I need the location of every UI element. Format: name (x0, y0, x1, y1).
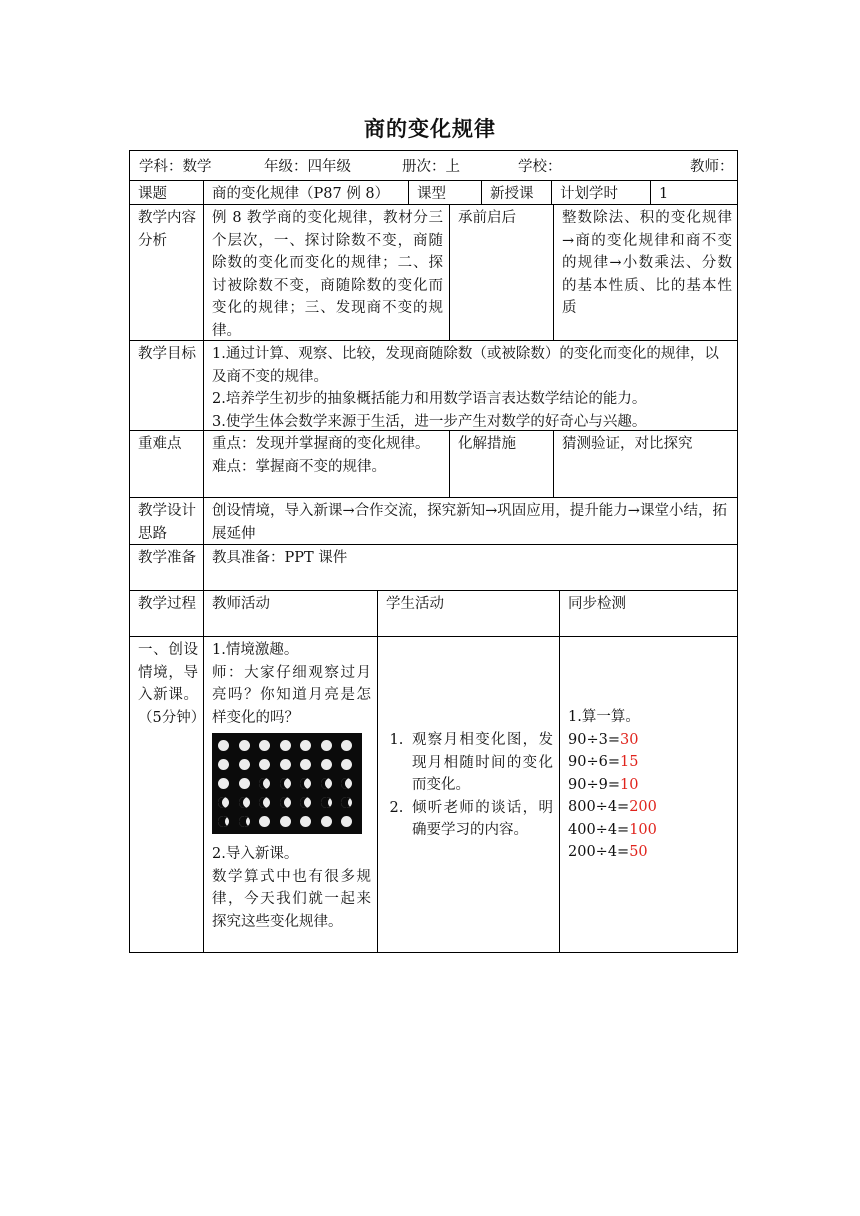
moon-phase-icon (218, 778, 229, 789)
moon-phase-icon (280, 816, 291, 827)
moon-phase-icon (341, 816, 352, 827)
moon-phase-icon (300, 797, 311, 808)
moon-phase-icon (280, 740, 291, 751)
student-activity-item: 2. 倾听老师的谈话，明确要学习的内容。 (408, 797, 553, 842)
lesson-type-value: 新授课 (490, 186, 534, 202)
goal-item: 1.通过计算、观察、比较，发现商随除数（或被除数）的变化而变化的规律，以及商不变的规律。 (212, 346, 719, 385)
sync-check (560, 703, 738, 866)
moon-phase-icon (341, 759, 352, 770)
key-difficulty (204, 430, 449, 480)
student-activity-header: 学生活动 (386, 596, 444, 612)
planned-hours-label: 计划学时 (560, 186, 618, 202)
content-analysis-text: 例 8 教学商的变化规律，教材分三个层次，一、探讨除数不变，商随除数的变化而变化的规律；二、探讨被除数不变，商随除数的变化而变化的规律；三、发现商不变的规律。 (212, 210, 443, 339)
check-expression: 200÷4= (568, 844, 630, 860)
check-item (568, 751, 732, 774)
check-item (568, 819, 732, 842)
check-item (568, 729, 732, 752)
topic-value: 商的变化规律（P87 例 8） (212, 186, 390, 202)
moon-phase-icon (321, 778, 332, 789)
step-text: 师：大家仔细观察过月亮吗？你知道月亮是怎样变化的吗？ (212, 664, 371, 726)
moon-phase-image (212, 733, 362, 834)
key-point: 重点：发现并掌握商的变化规律。 (212, 436, 430, 452)
goal-item: 2.培养学生初步的抽象概括能力和用数学语言表达数学结论的能力。 (212, 391, 647, 407)
topic-label: 课题 (138, 186, 167, 202)
moon-phase-icon (239, 759, 250, 770)
moon-phase-icon (300, 816, 311, 827)
check-answer: 200 (629, 799, 657, 815)
prep-label: 教学准备 (138, 550, 196, 566)
student-activity (378, 726, 559, 844)
check-item (568, 796, 732, 819)
moon-phase-icon (259, 778, 270, 789)
check-answer: 15 (619, 754, 639, 770)
check-answer: 100 (629, 821, 657, 838)
moon-phase-icon (300, 759, 311, 770)
document-title: 商的变化规律 (364, 117, 496, 141)
moon-phase-icon (259, 759, 270, 770)
moon-phase-icon (321, 797, 332, 808)
teaching-goals (204, 340, 738, 435)
teacher-activity-header: 教师活动 (212, 596, 270, 612)
teacher-activity (204, 636, 377, 731)
header-teacher: 教师： (690, 159, 734, 175)
header-subject: 学科：数学 (139, 159, 212, 175)
measures-label: 化解措施 (458, 436, 516, 452)
planned-hours-value: 1 (659, 186, 669, 202)
lesson-type-label: 课型 (417, 186, 446, 202)
difficulty: 难点：掌握商不变的规律。 (212, 458, 386, 475)
check-expression: 400÷4= (568, 821, 630, 838)
check-item (568, 841, 732, 864)
header-volume: 册次：上 (402, 159, 460, 175)
teaching-goals-label: 教学目标 (138, 346, 196, 362)
moon-phase-icon (239, 797, 250, 808)
moon-phase-icon (259, 816, 270, 827)
header-school: 学校： (518, 159, 562, 175)
check-title: 1.算一算。 (568, 709, 640, 725)
stage-label: 一、创设情境，导入新课。（5分钟） (138, 642, 206, 726)
check-expression: 90÷9= (568, 776, 620, 793)
moon-phase-icon (218, 759, 229, 770)
moon-phase-icon (300, 740, 311, 751)
moon-phase-icon (259, 797, 270, 808)
moon-phase-icon (239, 778, 250, 789)
link-label: 承前启后 (458, 210, 516, 226)
check-answer: 30 (619, 731, 639, 748)
design-value: 创设情境，导入新课→合作交流，探究新知→巩固应用，提升能力→课堂小结，拓展延伸 (212, 503, 727, 542)
check-expression: 90÷3= (568, 731, 620, 748)
check-item (568, 774, 732, 797)
header-grade: 年级：四年级 (264, 159, 351, 175)
content-analysis-label: 教学内容分析 (138, 210, 196, 249)
moon-phase-icon (239, 740, 250, 751)
moon-phase-icon (218, 797, 229, 808)
moon-phase-icon (341, 778, 352, 789)
moon-phase-icon (218, 740, 229, 751)
check-answer: 10 (619, 776, 639, 793)
measures-value: 猜测验证，对比探究 (562, 436, 693, 452)
moon-phase-icon (259, 740, 270, 751)
moon-phase-icon (280, 759, 291, 770)
moon-phase-icon (321, 759, 332, 770)
check-expression: 800÷4= (568, 799, 630, 815)
moon-phase-icon (341, 797, 352, 808)
check-expression: 90÷6= (568, 754, 620, 770)
moon-phase-icon (239, 816, 250, 827)
moon-phase-icon (341, 740, 352, 751)
sync-check-header: 同步检测 (568, 596, 626, 612)
moon-phase-icon (321, 816, 332, 827)
prep-value: 教具准备：PPT 课件 (212, 550, 348, 566)
moon-phase-icon (218, 816, 229, 827)
step-title: 1.情境激趣。 (212, 642, 299, 658)
moon-phase-icon (280, 797, 291, 808)
moon-phase-icon (280, 778, 291, 789)
moon-phase-icon (321, 740, 332, 751)
moon-phase-icon (300, 778, 311, 789)
link-value: 整数除法、积的变化规律→商的变化规律和商不变的规律→小数乘法、分数的基本性质、比的基本性质 (562, 210, 732, 316)
design-label: 教学设计思路 (138, 503, 196, 542)
student-activity-item: 1. 观察月相变化图，发现月相随时间的变化而变化。 (408, 729, 553, 797)
step-title: 2.导入新课。 (212, 846, 299, 862)
teacher-activity-continued (204, 840, 377, 935)
check-answer: 50 (629, 844, 648, 860)
step-text: 数学算式中也有很多规律，今天我们就一起来探究这些变化规律。 (212, 868, 371, 930)
goal-item: 3.使学生体会数学来源于生活，进一步产生对数学的好奇心与兴趣。 (212, 413, 647, 430)
key-difficulty-label: 重难点 (138, 436, 182, 452)
process-label: 教学过程 (138, 596, 196, 612)
